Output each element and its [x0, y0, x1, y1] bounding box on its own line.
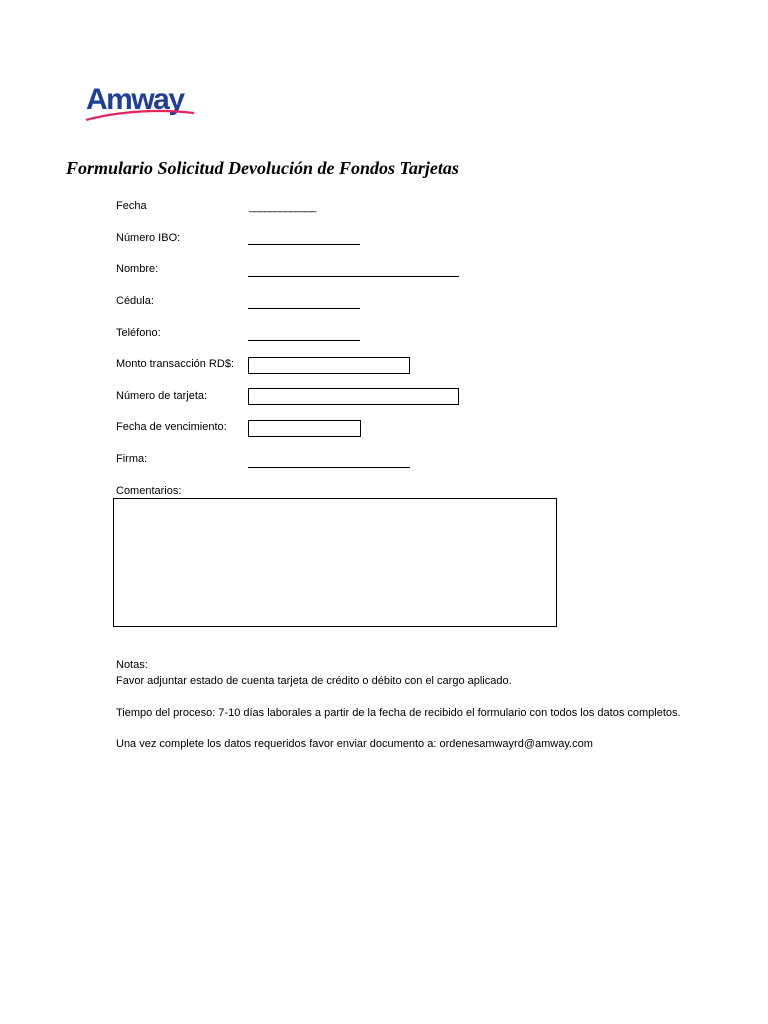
firma-label: Firma: [116, 453, 148, 465]
notes-line-send-email: Una vez complete los datos requeridos favor enviar documento a: ordenesamwayrd@amway.com [116, 738, 593, 750]
numero-ibo-label: Número IBO: [116, 232, 181, 244]
fecha-label: Fecha [116, 200, 147, 212]
numero-tarjeta-input[interactable] [248, 388, 459, 405]
numero-ibo-field[interactable] [248, 244, 360, 245]
telefono-field[interactable] [248, 340, 360, 341]
telefono-label: Teléfono: [116, 327, 161, 339]
logo-wordmark: Amway [86, 83, 184, 116]
fecha-vencimiento-label: Fecha de vencimiento: [116, 421, 227, 433]
page-title: Formulario Solicitud Devolución de Fondos Tarjetas [66, 158, 459, 178]
comentarios-label: Comentarios: [116, 485, 182, 497]
notes-line-attach: Favor adjuntar estado de cuenta tarjeta de crédito o débito con el cargo aplicado. [116, 675, 512, 687]
amway-logo [84, 78, 196, 124]
comentarios-textarea[interactable] [113, 498, 557, 627]
monto-label: Monto transacción RD$: [116, 358, 234, 370]
nombre-label: Nombre: [116, 263, 159, 275]
fecha-field[interactable]: _____________ [249, 201, 316, 213]
fecha-vencimiento-input[interactable] [248, 420, 361, 437]
cedula-label: Cédula: [116, 295, 154, 307]
numero-tarjeta-label: Número de tarjeta: [116, 390, 208, 402]
notes-line-process-time: Tiempo del proceso: 7-10 días laborales a partir de la fecha de recibido el formulario con todos los datos completos. [116, 707, 681, 719]
nombre-field[interactable] [248, 276, 459, 277]
monto-input[interactable] [248, 357, 410, 374]
firma-field[interactable] [248, 467, 410, 468]
cedula-field[interactable] [248, 308, 360, 309]
notes-heading: Notas: [116, 659, 148, 671]
